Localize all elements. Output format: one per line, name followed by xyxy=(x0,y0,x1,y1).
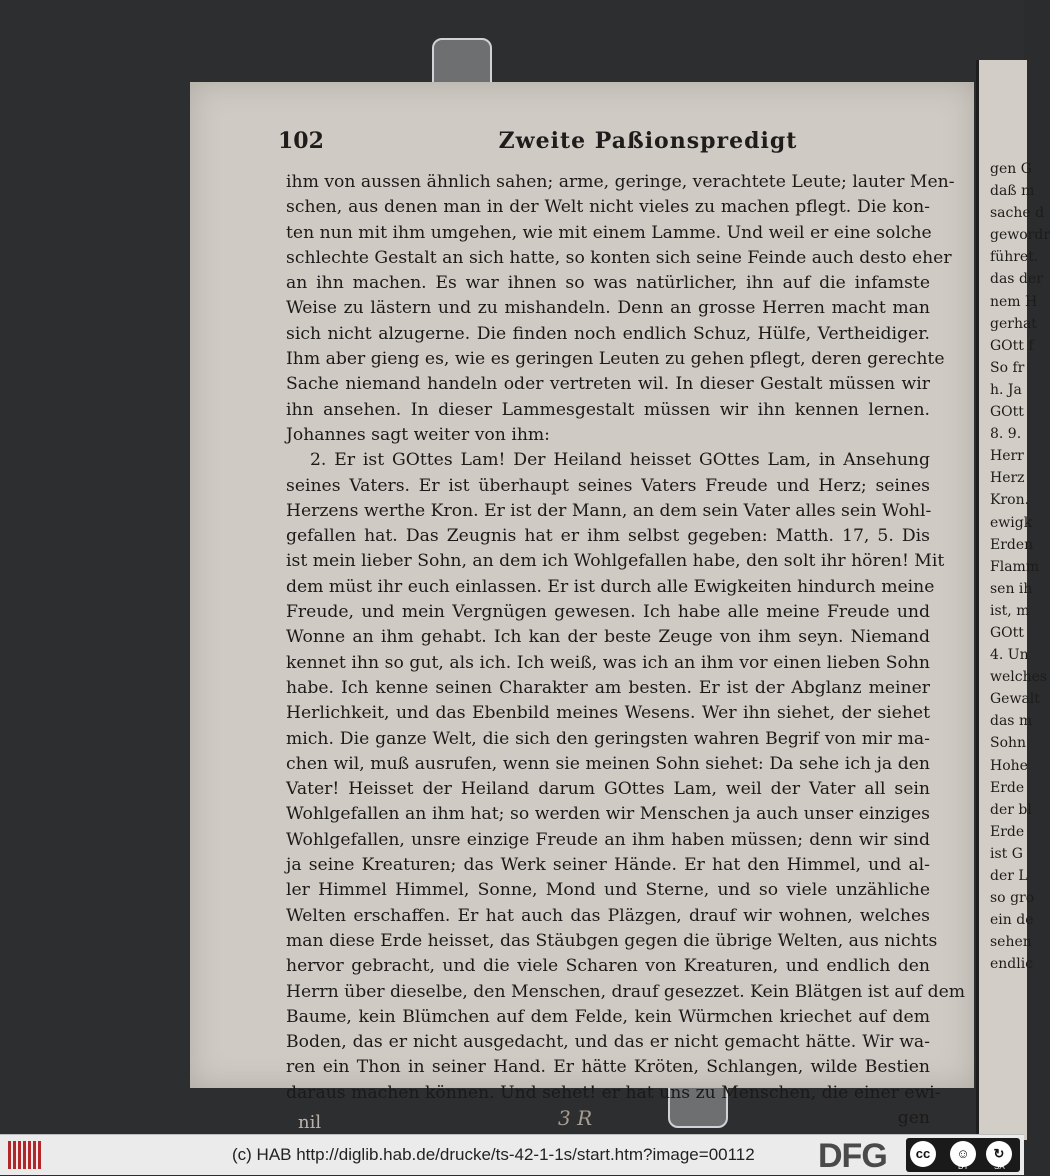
text-line: Vater! Heisset der Heiland darum GOttes Lam, weil der Vater all sein xyxy=(286,779,930,800)
adjacent-fragment: Erde xyxy=(990,779,1025,796)
text-line: Ihm aber gieng es, wie es geringen Leuten zu gehen pflegt, deren gerechte xyxy=(286,349,945,370)
adjacent-fragment: Sohn xyxy=(990,735,1027,752)
running-head: Zweite Paßionspredigt xyxy=(498,128,798,154)
adjacent-fragment: So fr xyxy=(990,359,1025,376)
sa-label: SA xyxy=(994,1162,1005,1171)
adjacent-fragment: Flamm xyxy=(990,558,1040,575)
text-line: hervor gebracht, und die viele Scharen von Kreaturen, und endlich den xyxy=(286,956,930,977)
adjacent-fragment: daß m xyxy=(990,183,1035,200)
by-label: BY xyxy=(958,1162,969,1171)
adjacent-fragment: gewordr xyxy=(990,227,1050,244)
text-line: chen wil, muß ausrufen, wenn sie meinen Sohn siehet: Da sehe ich ja den xyxy=(286,753,930,774)
text-line: ihn ansehen. In dieser Lammesgestalt müssen wir ihn kennen lernen. xyxy=(286,399,930,420)
text-line: Johannes sagt weiter von ihm: xyxy=(286,424,550,445)
adjacent-fragment: ein de xyxy=(990,912,1034,929)
text-line: kennet ihn so gut, als ich. Ich weiß, was ich an ihm vor einen lieben Sohn xyxy=(286,652,930,673)
adjacent-fragment: welches xyxy=(990,669,1048,686)
text-line: Baume, kein Blümchen auf dem Felde, kein Würmchen kriechet auf dem xyxy=(286,1006,930,1027)
adjacent-fragment: GOtt xyxy=(990,404,1024,421)
adjacent-fragment: Hohe xyxy=(990,757,1028,774)
text-line: ler Himmel Himmel, Sonne, Mond und Sterne, und so viele unzähliche xyxy=(286,880,930,901)
adjacent-fragment: der bl xyxy=(990,801,1032,818)
text-line: Herzens werthe Kron. Er ist der Mann, an dem sein Vater alles sein Wohl- xyxy=(286,500,932,521)
adjacent-fragment: ist, m xyxy=(990,602,1030,619)
text-line: gefallen hat. Das Zeugnis hat er ihm selbst gegeben: Matth. 17, 5. Dis xyxy=(286,526,930,547)
text-line: dem müst ihr euch einlassen. Er ist durch alle Ewigkeiten hindurch meine xyxy=(286,576,935,597)
viewer-footer xyxy=(0,1134,1024,1175)
bleed-through-mark: nil xyxy=(298,1112,322,1133)
book-page xyxy=(190,82,974,1133)
adjacent-fragment: gerhat xyxy=(990,315,1037,332)
text-line: Herrn über dieselbe, den Menschen, drauf gesezzet. Kein Blätgen ist auf dem xyxy=(286,981,966,1002)
adjacent-fragment: sehen xyxy=(990,934,1032,951)
copyright-link[interactable]: (c) HAB http://diglib.hab.de/drucke/ts-42-1-1s/start.htm?image=00112 xyxy=(232,1145,755,1164)
text-line: Boden, das er nicht ausgedacht, und das er nicht gemacht hätte. Wir wa- xyxy=(286,1032,930,1053)
text-line: schlechte Gestalt an sich hatte, so konten sich seine Feinde auch desto eher xyxy=(286,247,952,268)
text-line: man diese Erde heisset, das Stäubgen gegen die übrige Welten, aus nichts xyxy=(286,930,938,951)
adjacent-fragment: Kron. xyxy=(990,492,1030,509)
adjacent-fragment: gen G xyxy=(990,161,1032,177)
cc-license-badge[interactable] xyxy=(906,1138,1020,1172)
text-line: schen, aus denen man in der Welt nicht vieles zu machen pflegt. Die kon- xyxy=(286,197,930,218)
adjacent-fragment: h. Ja xyxy=(990,381,1022,398)
adjacent-page-text xyxy=(978,66,1050,1134)
dfg-logo: DFG xyxy=(818,1137,887,1175)
text-line: 2. Er ist GOttes Lam! Der Heiland heisset GOttes Lam, in Ansehung xyxy=(310,450,930,471)
text-line: Herlichkeit, und das Ebenbild meines Wesens. Wer ihn siehet, der siehet xyxy=(286,703,930,724)
text-line: mich. Die ganze Welt, die sich den geringsten wahren Begrif von mir ma- xyxy=(286,728,930,749)
adjacent-fragment: Erde xyxy=(990,823,1025,840)
adjacent-fragment: sen ih xyxy=(990,580,1033,597)
adjacent-fragment: endlic xyxy=(990,956,1034,973)
adjacent-fragment: Erden xyxy=(990,536,1034,553)
signature-mark: 3 R xyxy=(558,1106,593,1130)
adjacent-fragment: der L xyxy=(990,868,1028,884)
adjacent-fragment: ist G xyxy=(990,845,1023,862)
text-line: Freude, und mein Vergnügen gewesen. Ich habe alle meine Freude und xyxy=(286,602,930,623)
text-line: Sache niemand handeln oder vertreten wil. In dieser Gestalt müssen wir xyxy=(286,374,930,395)
adjacent-fragment: nem H xyxy=(990,293,1038,310)
page-number: 102 xyxy=(278,128,324,154)
text-line: ihm von aussen ähnlich sahen; arme, geringe, verachtete Leute; lauter Men- xyxy=(286,172,955,192)
text-line: Wohlgefallen an ihm hat; so werden wir Menschen ja auch unser einziges xyxy=(286,804,930,825)
text-line: ist mein lieber Sohn, an dem ich Wohlgefallen habe, den solt ihr hören! Mit xyxy=(286,551,945,572)
adjacent-fragment: das der xyxy=(990,271,1043,288)
adjacent-fragment: ewigk xyxy=(990,514,1033,531)
text-line: Wonne an ihm gehabt. Ich kan der beste Zeuge von ihm seyn. Niemand xyxy=(286,627,930,648)
adjacent-fragment: Gewalt xyxy=(990,691,1040,708)
adjacent-fragment: Herr xyxy=(990,448,1024,465)
adjacent-fragment: GOtt f xyxy=(990,337,1034,354)
adjacent-fragment: 4. Un xyxy=(990,647,1029,664)
catchword: gen xyxy=(897,1107,930,1128)
share-alike-icon: ↻ xyxy=(986,1141,1012,1167)
adjacent-fragment: Herz xyxy=(990,470,1025,487)
sermon-text xyxy=(286,170,966,1131)
page-header xyxy=(278,128,938,158)
text-line: Welten erschaffen. Er hat auch das Pläzgen, drauf wir wohnen, welches xyxy=(286,905,930,926)
adjacent-fragment: GOtt xyxy=(990,624,1024,641)
attribution-icon: ☺ xyxy=(950,1141,976,1167)
cc-icon: cc xyxy=(910,1141,936,1167)
text-line: ren ein Thon in seiner Hand. Er hätte Kröten, Schlangen, wilde Bestien xyxy=(286,1057,930,1078)
text-line: Weise zu lästern und zu mishandeln. Denn an grosse Herren macht man xyxy=(286,298,930,319)
adjacent-fragment: führet. xyxy=(990,249,1039,266)
text-line: habe. Ich kenne seinen Charakter am besten. Er ist der Abglanz meiner xyxy=(286,677,930,698)
text-line: an ihn machen. Es war ihnen so was natürlicher, ihn auf die infamste xyxy=(286,273,930,294)
text-line: seines Vaters. Er ist überhaupt seines Vaters Freude und Herz; seines xyxy=(286,475,930,496)
text-line: daraus machen können. Und sehet! er hat uns zu Menschen, die einer ewi- xyxy=(286,1082,941,1103)
adjacent-fragment: 8. 9. xyxy=(990,426,1022,443)
adjacent-fragment: das m xyxy=(990,713,1033,730)
text-line: sich nicht alzugerne. Die finden noch endlich Schuz, Hülfe, Vertheidiger. xyxy=(286,323,930,344)
text-line: ten nun mit ihm umgehen, wie mit einem Lamme. Und weil er eine solche xyxy=(286,222,932,243)
text-line: ja seine Kreaturen; das Werk seiner Hände. Er hat den Himmel, und al- xyxy=(286,855,930,876)
adjacent-fragment: sache d xyxy=(990,205,1045,222)
library-logo-icon xyxy=(8,1141,42,1169)
text-line: Wohlgefallen, unsre einzige Freude an ihm haben müssen; denn wir sind xyxy=(286,829,930,850)
adjacent-fragment: so gro xyxy=(990,890,1035,907)
